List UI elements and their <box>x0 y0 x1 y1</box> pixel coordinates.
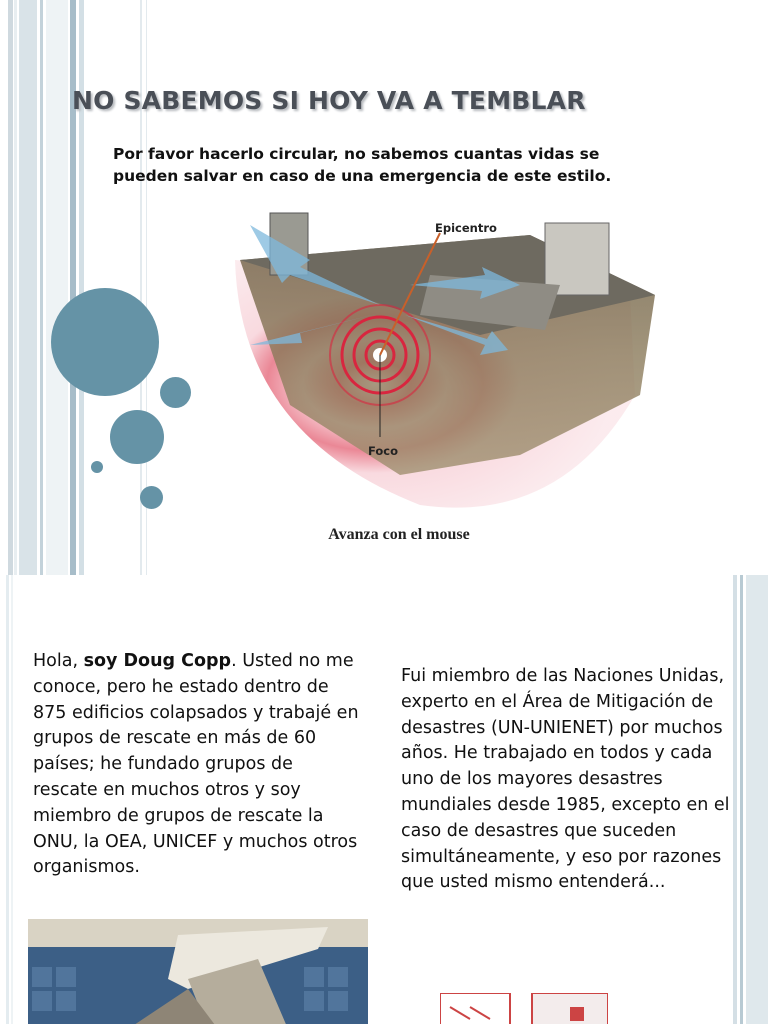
decorative-stripe <box>19 0 37 575</box>
decorative-stripe <box>746 575 768 1024</box>
decorative-stripe <box>733 575 737 1024</box>
decorative-circle <box>51 288 159 396</box>
advance-hint: Avanza con el mouse <box>328 526 470 543</box>
decorative-circle <box>91 461 103 473</box>
decorative-circle <box>160 377 191 408</box>
decorative-stripe <box>40 0 43 575</box>
epicenter-label: Epicentro <box>435 221 497 235</box>
author-name: soy Doug Copp <box>83 651 232 671</box>
decorative-stripe <box>14 0 17 575</box>
decorative-stripe <box>740 575 743 1024</box>
decorative-stripe <box>6 575 9 1024</box>
decorative-circle <box>140 486 163 509</box>
greeting-text: Hola, <box>33 651 84 671</box>
slide-title: NO SABEMOS SI HOY VA A TEMBLAR <box>72 86 586 115</box>
decorative-stripe <box>11 575 13 1024</box>
intro-paragraph-right: Fui miembro de las Naciones Unidas, experto en el Área de Mitigación de desastres (UN-UNIENET) por muchos años. He trabajado en todos y cada uno de los mayores desastres mundiales desde 1985, excepto en el caso de desastres que suceden simultáneamente, y eso por razones que usted mismo entenderá... <box>401 666 730 893</box>
focus-label: Foco <box>368 444 399 458</box>
sign-thumbnail <box>440 993 608 1024</box>
decorative-stripe <box>8 0 13 575</box>
intro-text: Por favor hacerlo circular, no sabemos cuantas vidas se pueden salvar en caso de una emergencia de este estilo. <box>113 145 612 185</box>
earthquake-diagram <box>230 205 660 517</box>
intro-paragraph-left <box>33 649 363 881</box>
decorative-circle <box>110 410 164 464</box>
decorative-stripe <box>46 0 68 575</box>
collapsed-building-photo <box>28 919 368 1024</box>
building-right <box>545 223 609 295</box>
left-body-text: . Usted no me conoce, pero he estado dentro de 875 edificios colapsados y trabajé en grupos de rescate en más de 60 países; he fundado grupos de rescate en muchos otros y soy miembro de grupos de rescate la ONU, la OEA, UNICEF y muchos otros organismos. <box>33 651 359 878</box>
slide-2 <box>0 575 768 1024</box>
